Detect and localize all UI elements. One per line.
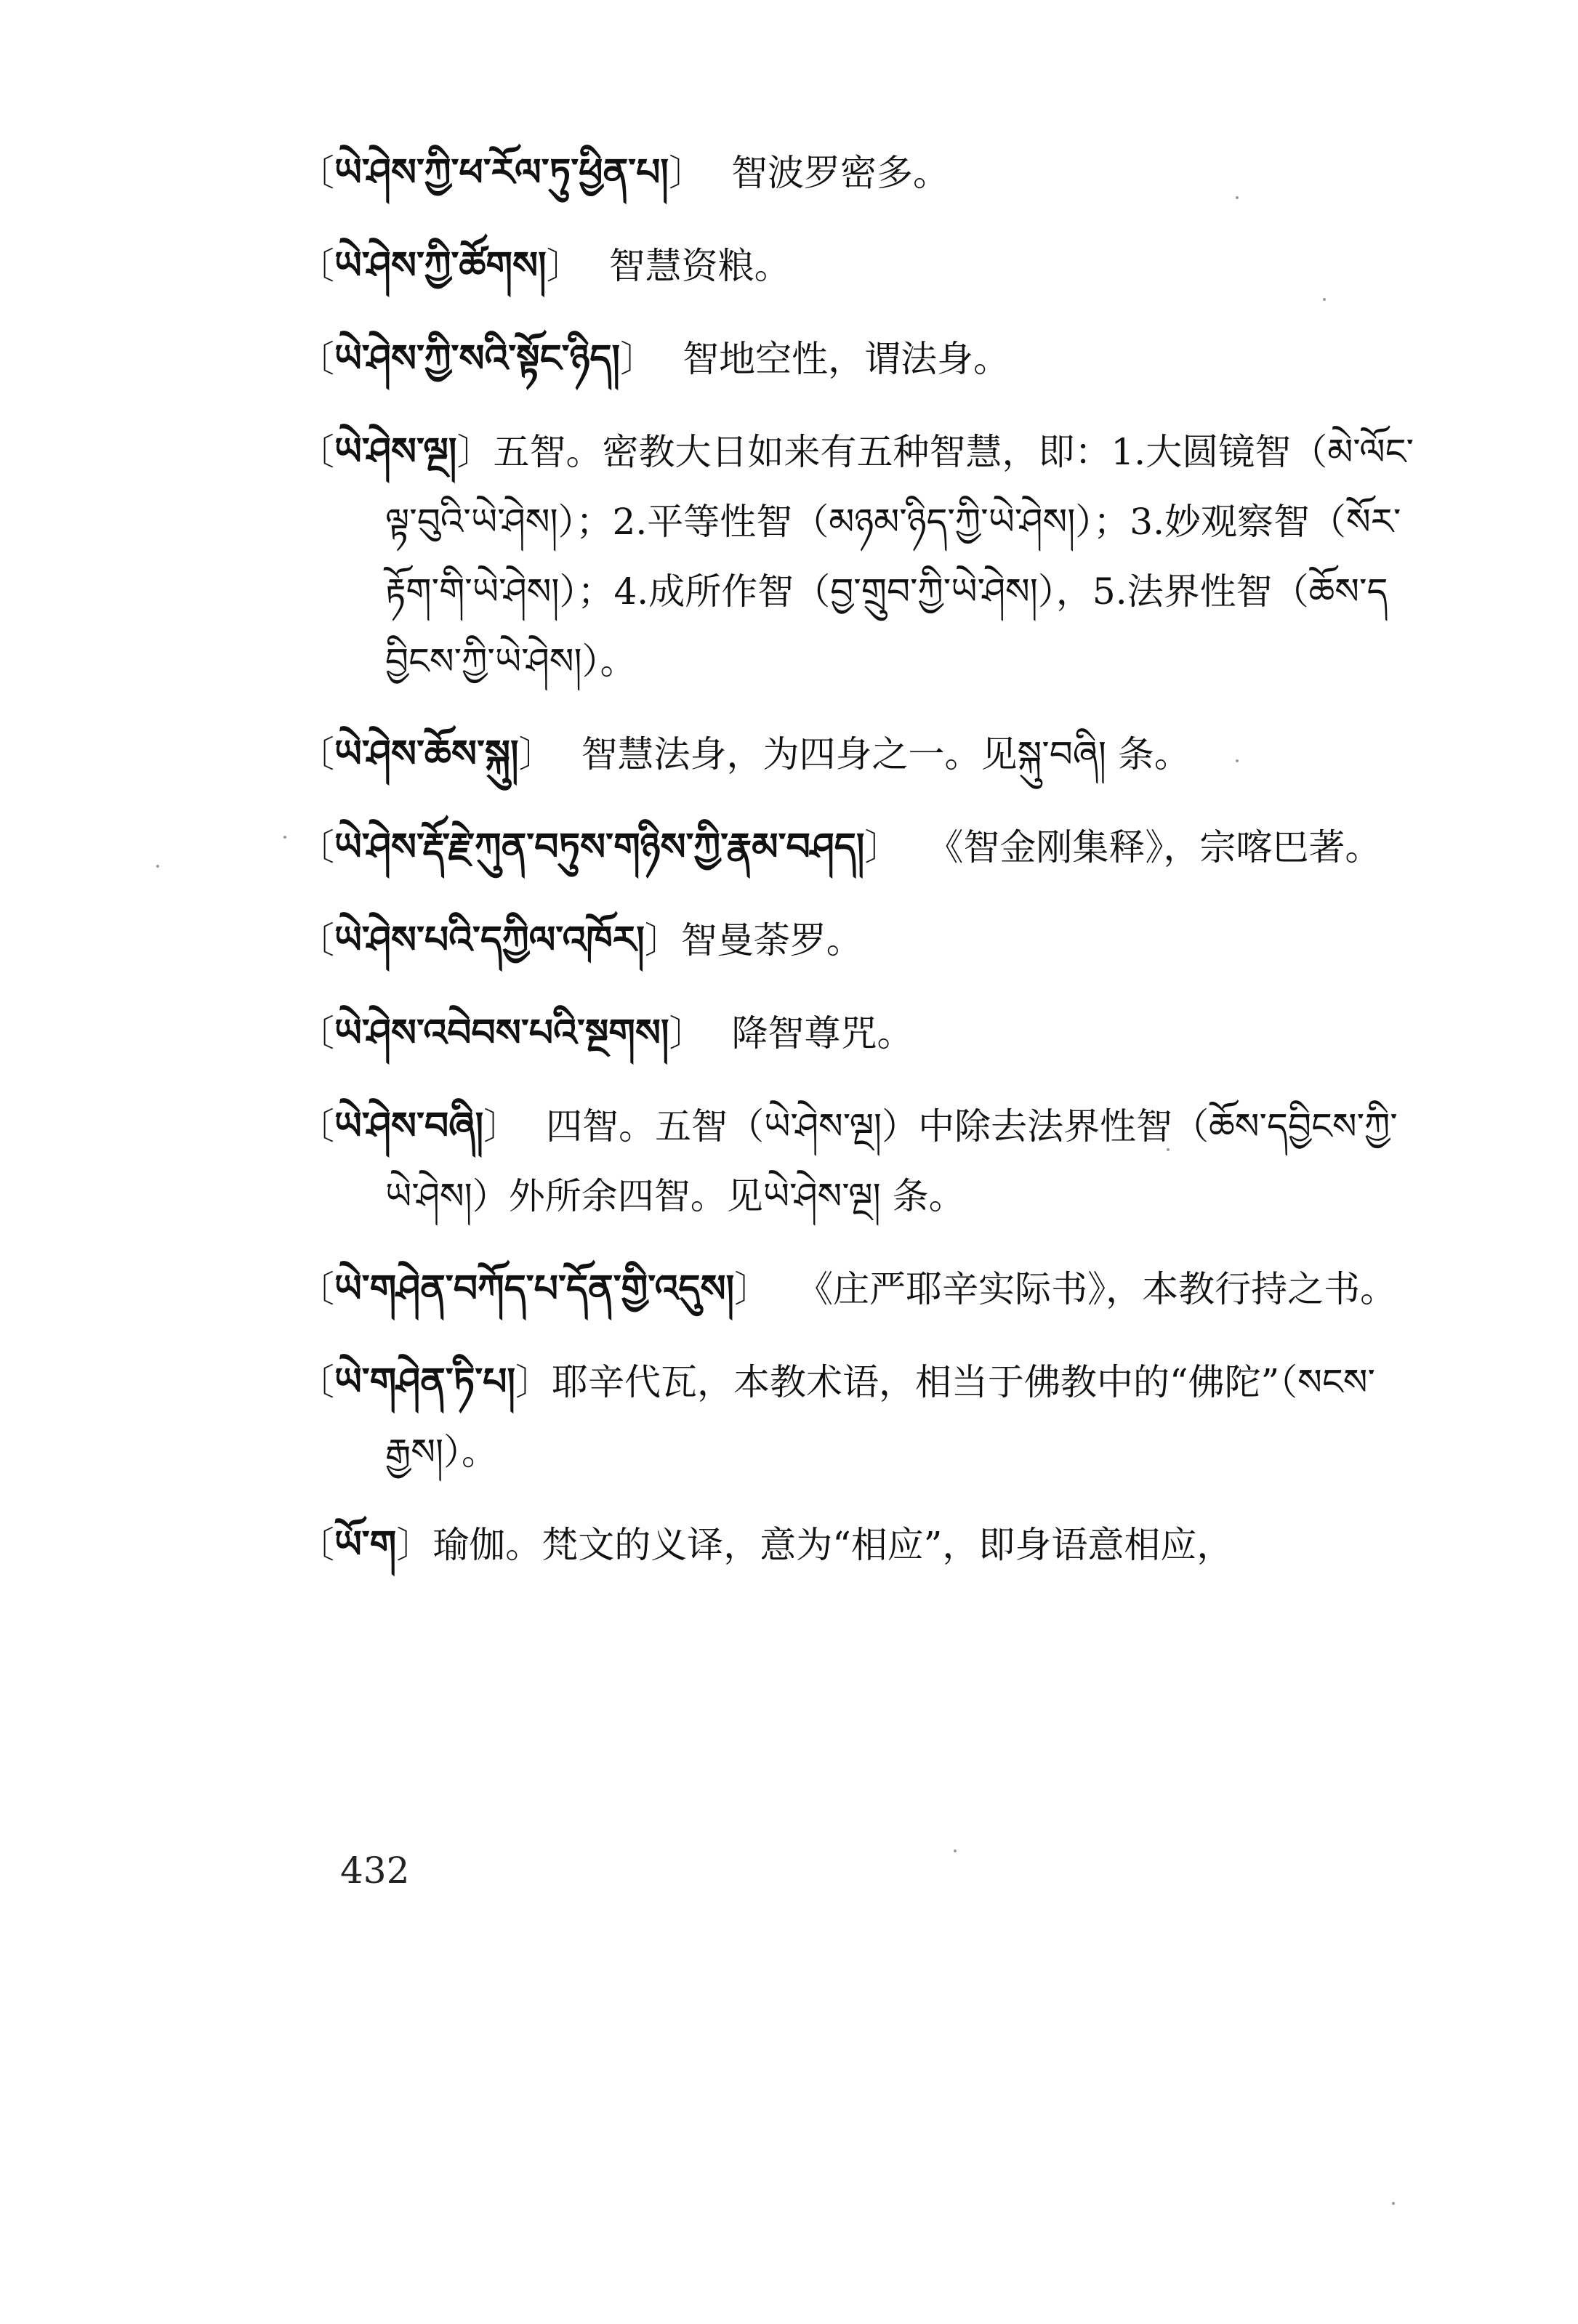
entry-definition: 智慧资粮。 (608, 245, 791, 287)
dictionary-entry: 〔ཡེ་ཤེས་ཀྱི་ཚོགས།〕 智慧资粮。 (298, 244, 791, 288)
entry-headword: ཡེ་ཤེས་རྡོ་རྗེ་ཀུན་བཏུས་གཉིས་ཀྱི་རྣམ་བཤད། (334, 826, 865, 869)
entry-headword: ཡེ་ཤེས་ཀྱི་ཕ་རོལ་ཏུ་ཕྱིན་པ། (334, 151, 669, 195)
scan-speck (1323, 298, 1326, 301)
dictionary-entry: 〔ཡེ་ཤེས་བཞི།〕 四智。五智（ཡེ་ཤེས་ལྔ།）中除去法界性智（ཆོས་དབྱིངས་ཀྱི་ཡེ་ཤེས།）外所余四智。见ཡེ་ཤེས་ལྔ། 条。 (298, 1105, 1398, 1217)
entry-headword: ཡེ་གཤེན་བཀོད་པ་དོན་གྱི་འདུས། (334, 1267, 735, 1311)
dictionary-entry: 〔ཡེ་ཤེས་ཀྱི་ཕ་རོལ་ཏུ་ཕྱིན་པ།〕 智波罗密多。 (298, 151, 949, 195)
entry-headword: ཡེ་ཤེས་ཀྱི་སའི་སྟོང་ཉིད། (334, 337, 621, 381)
entry-headword: ཡེ་ཤེས་པའི་དཀྱིལ་འཁོར། (334, 919, 645, 962)
entry-definition: 《庄严耶辛实际书》，本教行持之书。 (797, 1268, 1397, 1310)
dictionary-entry: 〔ཡེ་ཤེས་ཀྱི་སའི་སྟོང་ཉིད།〕 智地空性，谓法身。 (298, 337, 1010, 381)
entry-headword: ཡེ་ཤེས་ཀྱི་ཚོགས། (334, 244, 547, 288)
dictionary-entry: 〔ཡེ་ཤེས་འབེབས་པའི་སྔགས།〕 降智尊咒。 (298, 1012, 914, 1055)
scan-speck (1392, 2202, 1395, 2205)
scan-speck (1167, 1148, 1170, 1151)
scan-speck (283, 836, 286, 839)
dictionary-entry: 〔ཡེ་གཤེན་ཏི་པ།〕耶辛代瓦，本教术语，相当于佛教中的“佛陀”（སངས་རྒྱས།）。 (298, 1360, 1376, 1473)
entry-definition: 五智。密教大日如来有五种智慧，即：1.大圆镜智（མེ་ལོང་ལྟ་བུའི་ཡེ་ཤེས།）；2.平等性智（མཉམ་ཉིད་ཀྱི་ཡེ་ཤེས།）；3.妙观察智（སོར་རྟོག་གི་ཡེ་ཤེས།）；4.成所作智（བྱ་གྲུབ་ཀྱི་ཡེ་ཤེས།），5.法界性智（ཆོས་དབྱིངས་ཀྱི་ཡེ་ཤེས།）。 (385, 431, 1414, 682)
entry-definition: 《智金刚集释》，宗喀巴著。 (927, 826, 1382, 868)
page-number: 432 (340, 1849, 410, 1892)
scan-speck (1236, 759, 1239, 762)
entry-headword: ཡེ་ཤེས་འབེབས་པའི་སྔགས། (334, 1012, 669, 1055)
dictionary-entry: 〔ཡེ་ཤེས་ཆོས་སྐུ།〕 智慧法身，为四身之一。见སྐུ་བཞི། 条。 (298, 733, 1191, 776)
scan-speck (1236, 196, 1239, 199)
dictionary-entry: 〔ཡོ་ག〕瑜伽。梵文的义译，意为“相应”，即身语意相应， (298, 1523, 1233, 1567)
scan-speck (954, 1849, 957, 1852)
entry-headword: ཡེ་ཤེས་ལྔ། (334, 430, 457, 474)
entry-headword: ཡོ་ག (334, 1523, 397, 1567)
entry-headword: ཡེ་གཤེན་ཏི་པ། (334, 1360, 516, 1404)
dictionary-entry: 〔ཡེ་ཤེས་ལྔ།〕五智。密教大日如来有五种智慧，即：1.大圆镜智（མེ་ལོང་ལྟ་བུའི་ཡེ་ཤེས།）；2.平等性智（མཉམ་ཉིད་ཀྱི་ཡེ་ཤེས།）；3.妙观察智（སོར་རྟོག་གི་ཡེ་ཤེས།）；4.成所作智（བྱ་གྲུབ་ཀྱི་ཡེ་ཤེས།），5.法界性智（ཆོས་དབྱིངས་ཀྱི་ཡེ་ཤེས།）。 (298, 430, 1414, 682)
entry-definition: 智波罗密多。 (730, 152, 949, 194)
entry-definition: 智地空性，谓法身。 (683, 338, 1010, 380)
entry-list (298, 138, 1417, 1603)
entry-definition: 耶辛代瓦，本教术语，相当于佛教中的“佛陀”（སངས་རྒྱས།）。 (385, 1361, 1376, 1473)
entry-headword: ཡེ་ཤེས་བཞི། (334, 1105, 484, 1148)
entry-headword: ཡེ་ཤེས་ཆོས་སྐུ། (334, 733, 519, 776)
entry-definition: 智曼荼罗。 (680, 919, 863, 961)
dictionary-entry: 〔ཡེ་ཤེས་རྡོ་རྗེ་ཀུན་བཏུས་གཉིས་ཀྱི་རྣམ་བཤད།〕 《智金刚集释》，宗喀巴著。 (298, 826, 1382, 869)
entry-definition: 降智尊咒。 (731, 1012, 914, 1054)
entry-definition: 四智。五智（ཡེ་ཤེས་ལྔ།）中除去法界性智（ཆོས་དབྱིངས་ཀྱི་ཡེ་ཤེས།）外所余四智。见ཡེ་ཤེས་ལྔ། 条。 (385, 1105, 1398, 1217)
scan-speck (156, 865, 159, 868)
entry-definition: 瑜伽。梵文的义译，意为“相应”，即身语意相应， (432, 1524, 1233, 1566)
dictionary-entry: 〔ཡེ་ཤེས་པའི་དཀྱིལ་འཁོར།〕智曼荼罗。 (298, 919, 863, 962)
dictionary-entry: 〔ཡེ་གཤེན་བཀོད་པ་དོན་གྱི་འདུས།〕 《庄严耶辛实际书》，本教行持之书。 (298, 1267, 1397, 1311)
entry-definition: 智慧法身，为四身之一。见སྐུ་བཞི། 条。 (581, 733, 1191, 775)
